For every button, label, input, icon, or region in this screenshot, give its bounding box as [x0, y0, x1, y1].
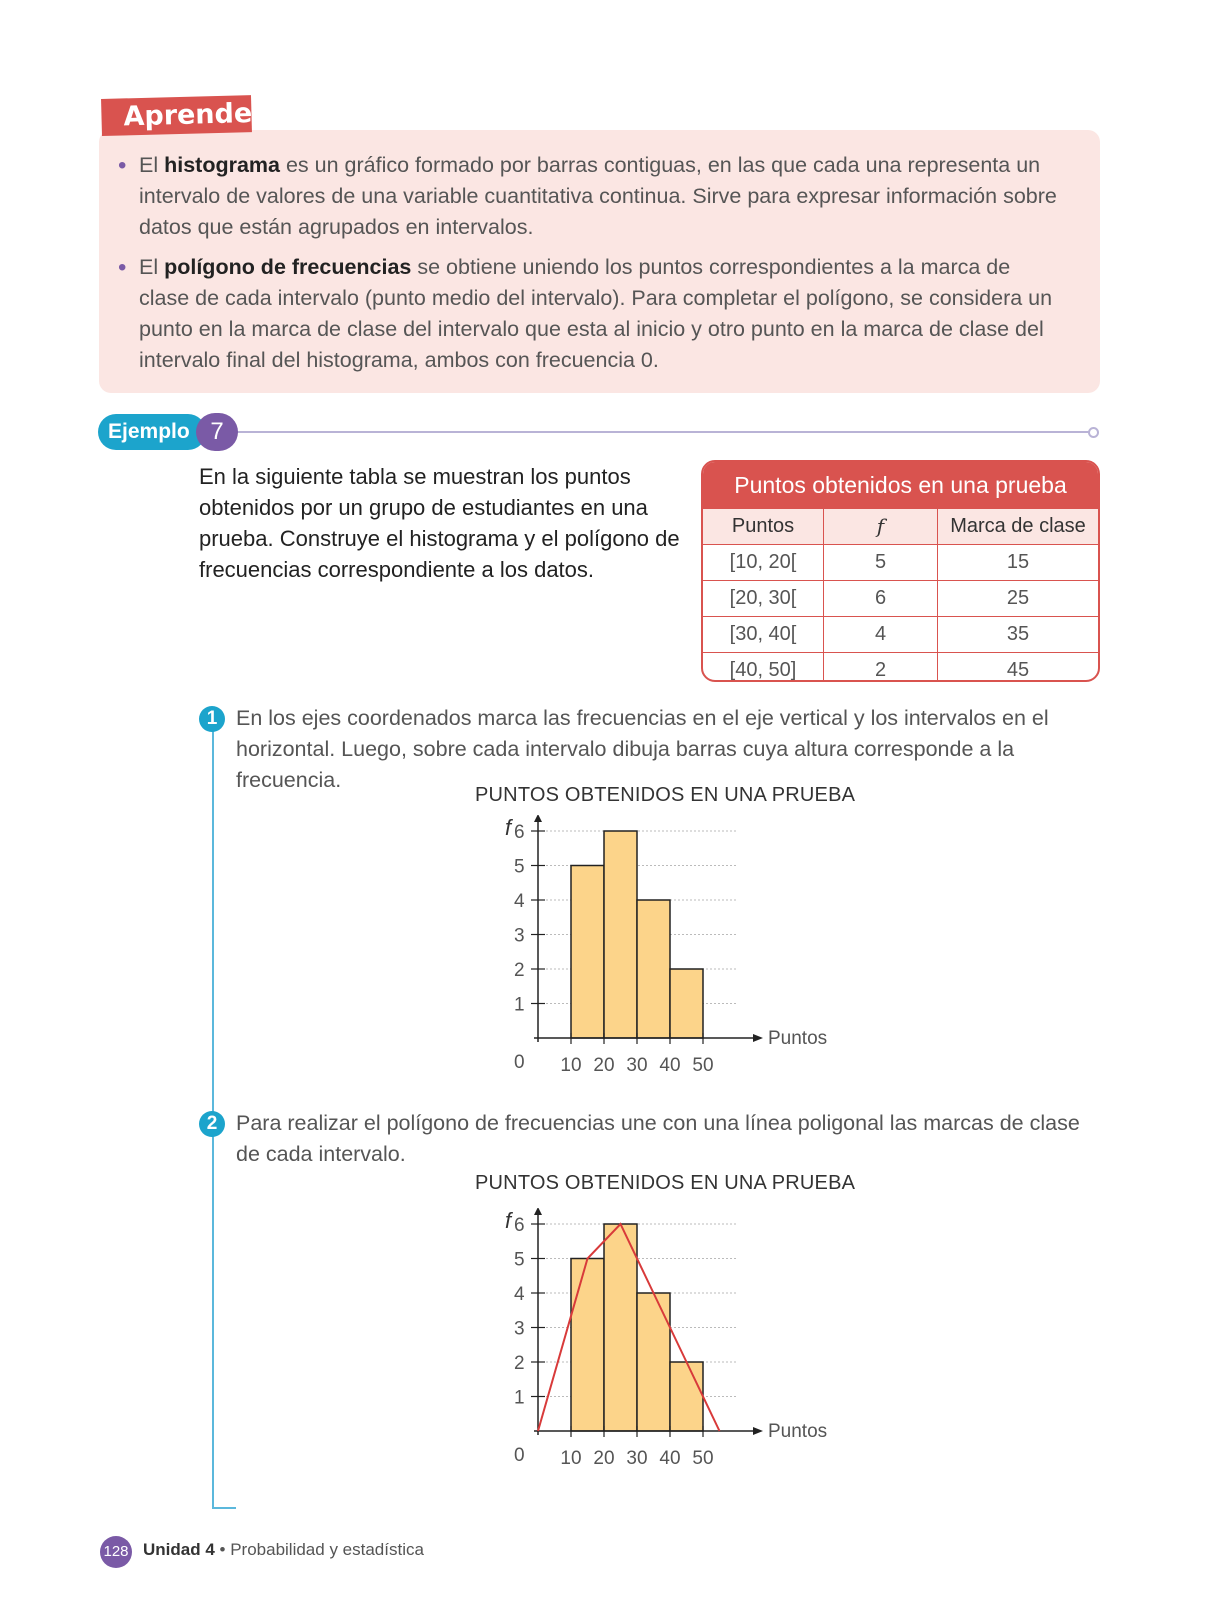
- y-tick-label: 5: [514, 856, 525, 878]
- y-axis-arrow-icon: [534, 815, 542, 822]
- y-tick-label: 2: [514, 960, 525, 981]
- table-row: [703, 652, 1098, 682]
- table-cell: 15: [1006, 551, 1030, 573]
- page-number: 128: [100, 1536, 132, 1568]
- frequency-polygon-chart: [500, 1208, 840, 1488]
- footer-unit: Unidad 4: [143, 1540, 215, 1559]
- ejemplo-rule: [236, 431, 1090, 433]
- table-cell: 6: [824, 581, 938, 616]
- x-tick-label: 20: [593, 1055, 615, 1076]
- aprende-box: [99, 130, 1100, 393]
- ejemplo-rule-end: [1088, 427, 1099, 438]
- y-tick-label: 0: [514, 1052, 525, 1073]
- example-intro: En la siguiente tabla se muestran los puntos obtenidos por un grupo de estudiantes en una prueba. Construye el histograma y el polígono de frecuencias correspondiente a los datos.: [199, 464, 680, 582]
- y-axis-label: f: [505, 1208, 512, 1233]
- step-number: 1: [199, 706, 225, 732]
- table-cell: [20, 30[: [703, 581, 824, 616]
- table-header: [824, 509, 938, 544]
- table-cell: 4: [824, 617, 938, 652]
- text: El: [139, 255, 165, 279]
- table-cell: 45: [1006, 659, 1030, 681]
- table-cell: [10, 20[: [703, 545, 824, 580]
- text: es un gráfico formado por barras contiguas, en las que cada una representa un intervalo de valores de una variable cuantitativa continua. Sirve para expresar información sobre datos que están agrupados en intervalos.: [139, 153, 1057, 239]
- histogram-bar: [670, 969, 703, 1038]
- aprende-title: Aprende: [101, 95, 252, 136]
- x-tick-label: 30: [626, 1055, 648, 1076]
- x-tick-label: 20: [593, 1448, 615, 1469]
- x-tick-label: 10: [560, 1448, 582, 1469]
- y-tick-label: 0: [514, 1445, 525, 1466]
- aprende-item-histograma: [118, 150, 1059, 243]
- step-number: 2: [199, 1111, 225, 1137]
- x-tick-label: 30: [626, 1448, 648, 1469]
- ejemplo-label: Ejemplo: [98, 414, 206, 450]
- bullet-icon: •: [118, 254, 127, 281]
- x-tick-label: 50: [692, 1448, 714, 1469]
- histogram-bar: [571, 1259, 604, 1432]
- table-title: Puntos obtenidos en una prueba: [703, 462, 1098, 509]
- x-tick-label: 50: [692, 1055, 714, 1076]
- table-header: Puntos: [703, 509, 824, 544]
- x-axis-label: Puntos: [768, 1028, 828, 1049]
- x-axis-arrow-icon: [753, 1034, 763, 1042]
- aprende-item-poligono: [118, 252, 1059, 376]
- x-axis-arrow-icon: [753, 1427, 763, 1435]
- chart-title: PUNTOS OBTENIDOS EN UNA PRUEBA: [475, 784, 856, 806]
- y-tick-label: 4: [514, 891, 525, 912]
- table-cell: 2: [824, 653, 938, 682]
- table-header-f: f: [876, 514, 885, 538]
- histogram-bar: [604, 831, 637, 1038]
- y-tick-label: 3: [514, 925, 525, 947]
- footer-topic: Probabilidad y estadística: [230, 1540, 424, 1559]
- y-tick-label: 6: [514, 822, 525, 843]
- step-text: Para realizar el polígono de frecuencias une con una línea poligonal las marcas de clase de cada intervalo.: [236, 1111, 1080, 1166]
- y-tick-label: 5: [514, 1249, 525, 1271]
- footer-separator: •: [214, 1540, 231, 1559]
- histogram-bar: [604, 1224, 637, 1431]
- table-row: [703, 544, 1098, 580]
- y-axis-arrow-icon: [534, 1208, 542, 1215]
- x-tick-label: 10: [560, 1055, 582, 1076]
- text: se obtiene uniendo los puntos correspondientes a la marca de clase de cada intervalo (punto medio del intervalo). Para completar el polígono, se considera un punto en la marca de clase del intervalo que esta al inicio y otro punto en la marca de clase del intervalo final del histograma, ambos con frecuencia 0.: [139, 255, 1053, 372]
- table-cell: 5: [824, 545, 938, 580]
- y-tick-label: 1: [514, 994, 525, 1016]
- y-tick-label: 3: [514, 1318, 525, 1340]
- x-axis-label: Puntos: [768, 1421, 828, 1442]
- y-tick-label: 2: [514, 1353, 525, 1374]
- y-tick-label: 4: [514, 1284, 525, 1305]
- table-cell: 25: [1006, 587, 1030, 609]
- text: El: [139, 153, 165, 177]
- histogram-bar: [670, 1362, 703, 1431]
- table-cell: 35: [1006, 623, 1030, 645]
- histogram-bar: [637, 1293, 670, 1431]
- step-text: En los ejes coordenados marca las frecuencias en el eje vertical y los intervalos en el horizontal. Luego, sobre cada intervalo dibuja barras cuya altura corresponde a la frecuencia.: [236, 706, 1049, 792]
- y-axis-label: f: [505, 815, 512, 840]
- term-histograma: histograma: [164, 153, 280, 177]
- table-row: [703, 616, 1098, 652]
- term-poligono: polígono de frecuencias: [164, 255, 412, 279]
- x-tick-label: 40: [659, 1055, 681, 1076]
- step-guide-foot: [212, 1507, 236, 1509]
- y-tick-label: 1: [514, 1387, 525, 1409]
- ejemplo-number: 7: [196, 413, 238, 451]
- bullet-icon: •: [118, 152, 127, 179]
- table-cell: [30, 40[: [703, 617, 824, 652]
- y-tick-label: 6: [514, 1215, 525, 1236]
- histogram-bar: [571, 866, 604, 1039]
- chart-title: PUNTOS OBTENIDOS EN UNA PRUEBA: [475, 1172, 856, 1194]
- table-cell: [40, 50]: [703, 653, 824, 682]
- footer-caption: [143, 1540, 424, 1560]
- x-tick-label: 40: [659, 1448, 681, 1469]
- table-header-row: [703, 509, 1098, 544]
- histogram-chart: [500, 815, 840, 1095]
- table-row: [703, 580, 1098, 616]
- table-header: Marca de clase: [950, 515, 1086, 537]
- data-table: [701, 460, 1100, 682]
- histogram-bar: [637, 900, 670, 1038]
